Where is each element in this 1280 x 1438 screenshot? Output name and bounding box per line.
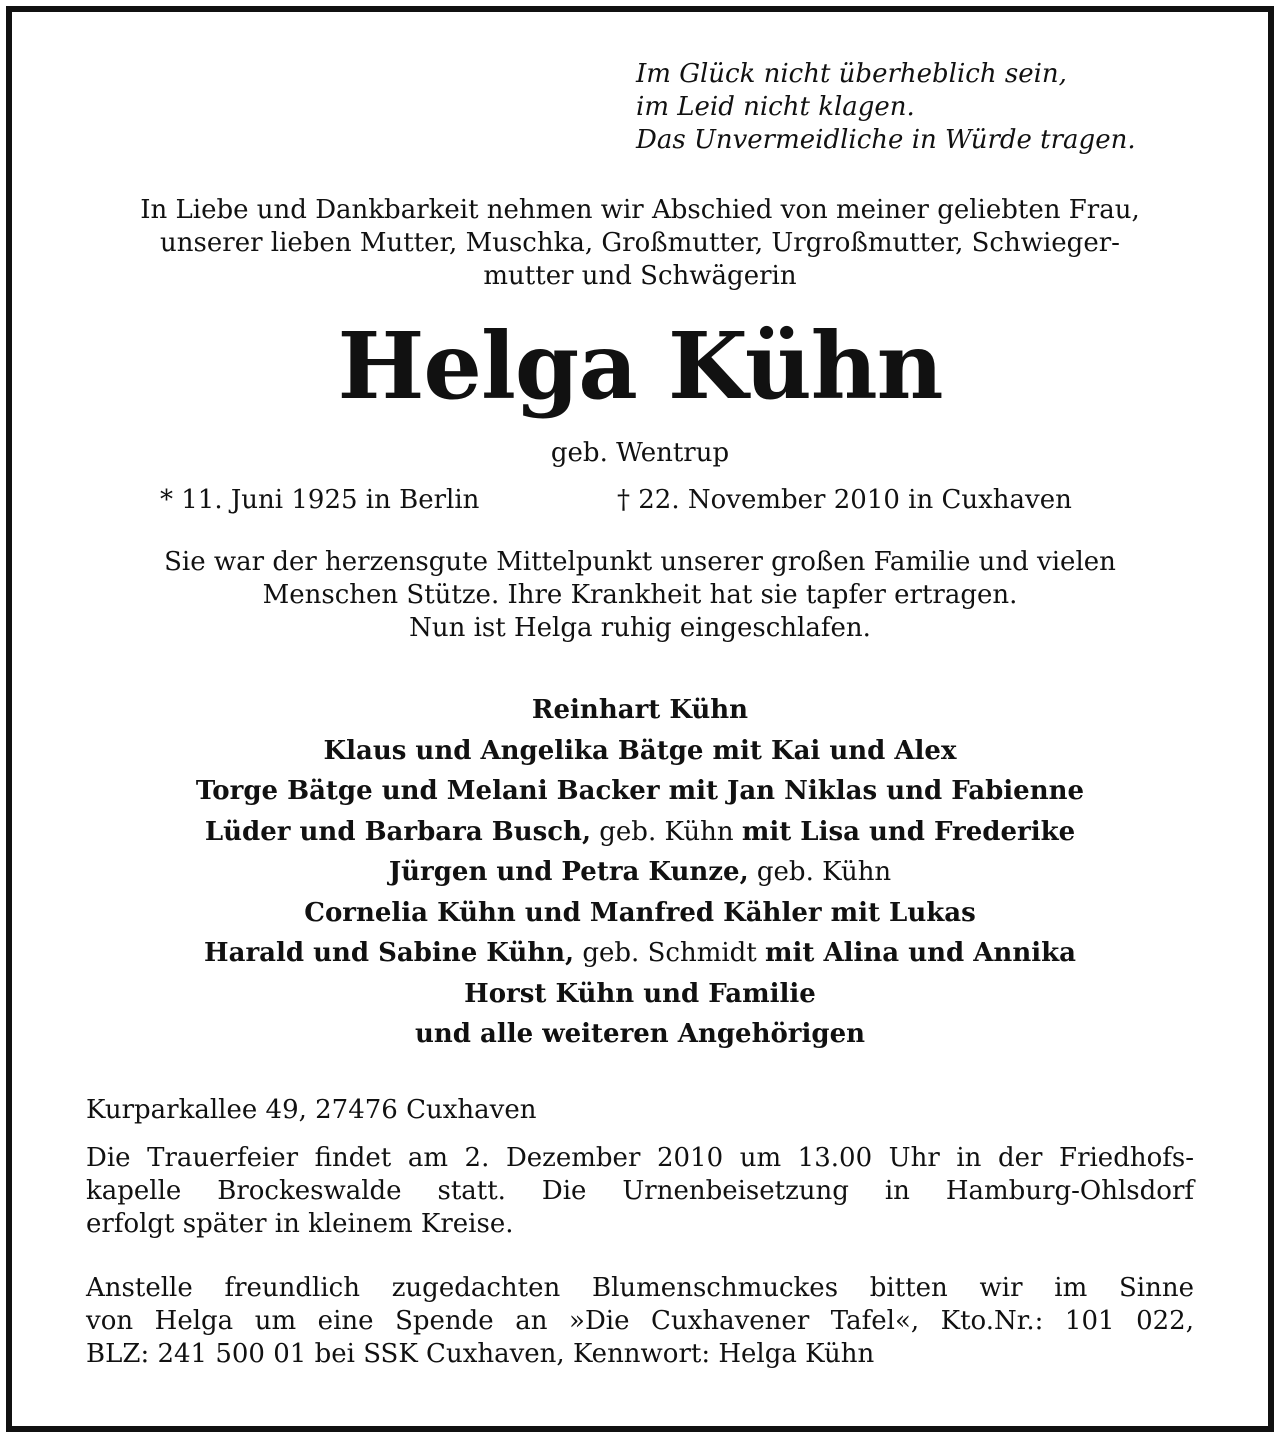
- donation-line: von Helga um eine Spende an »Die Cuxhavener Tafel«, Kto.Nr.: 101 022,: [86, 1306, 1194, 1336]
- mourner-line: [0, 731, 1280, 772]
- donation-line: Anstelle freundlich zugedachten Blumenschmuckes bitten wir im Sinne: [86, 1273, 1194, 1303]
- mourner-name: Harald und Sabine Kühn,: [204, 938, 575, 968]
- tribute-line: Menschen Stütze. Ihre Krankheit hat sie tapfer ertragen.: [262, 580, 1018, 610]
- mourner-name: und alle weiteren Angehörigen: [414, 1019, 866, 1049]
- mourner-name: Reinhart Kühn: [531, 695, 749, 725]
- tribute-line: Nun ist Helga ruhig eingeschlafen.: [409, 613, 871, 643]
- funeral-info: [86, 1142, 1194, 1241]
- mourner-maiden-name: geb. Kühn: [748, 857, 892, 887]
- mourner-name: Torge Bätge und Melani Backer mit Jan Niklas und Fabienne: [195, 776, 1085, 806]
- mourner-line: [0, 771, 1280, 812]
- mourner-line: [0, 1014, 1280, 1055]
- mourner-children: mit Alina und Annika: [765, 938, 1076, 968]
- maiden-name: geb. Wentrup: [550, 438, 730, 468]
- deceased-name: Helga Kühn: [337, 312, 943, 420]
- mourner-line: [0, 852, 1280, 893]
- mourner-name: Klaus und Angelika Bätge mit Kai und Alex: [323, 735, 957, 766]
- mourner-maiden-name: geb. Kühn: [591, 816, 742, 847]
- farewell-intro: [0, 194, 1280, 293]
- death-date: † 22. November 2010 in Cuxhaven: [617, 485, 1072, 515]
- mourner-line: [0, 974, 1280, 1015]
- mourner-children: mit Lisa und Frederike: [741, 816, 1076, 847]
- donation-info: [86, 1272, 1194, 1371]
- mourner-line: [0, 690, 1280, 731]
- family-address: Kurparkallee 49, 27476 Cuxhaven: [86, 1095, 537, 1125]
- mourner-maiden-name: geb. Schmidt: [574, 938, 766, 968]
- mourner-name: Lüder und Barbara Busch,: [204, 816, 592, 847]
- motto-verse: [636, 58, 1236, 157]
- mourner-line: [0, 893, 1280, 934]
- mourner-line: [0, 933, 1280, 974]
- birth-date: * 11. Juni 1925 in Berlin: [160, 485, 480, 515]
- motto-line: im Leid nicht klagen.: [636, 92, 915, 122]
- motto-line: Im Glück nicht überheblich sein,: [636, 59, 1067, 89]
- tribute-line: Sie war der herzensgute Mittelpunkt unserer großen Familie und vielen: [164, 547, 1116, 577]
- mourner-line: [0, 812, 1280, 853]
- funeral-line: Die Trauerfeier findet am 2. Dezember 2010 um 13.00 Uhr in der Friedhofs-: [86, 1143, 1194, 1173]
- intro-line: In Liebe und Dankbarkeit nehmen wir Abschied von meiner geliebten Frau,: [140, 195, 1140, 225]
- funeral-line: erfolgt später in kleinem Kreise.: [86, 1209, 514, 1239]
- mourners-list: [0, 690, 1280, 1055]
- motto-line: Das Unvermeidliche in Würde tragen.: [636, 125, 1136, 155]
- intro-line: mutter und Schwägerin: [483, 261, 797, 291]
- mourner-name: Cornelia Kühn und Manfred Kähler mit Lukas: [304, 897, 976, 928]
- mourner-name: Horst Kühn und Familie: [464, 978, 816, 1009]
- mourner-name: Jürgen und Petra Kunze,: [388, 857, 749, 887]
- tribute-text: [0, 546, 1280, 645]
- funeral-line: kapelle Brockeswalde statt. Die Urnenbeisetzung in Hamburg-Ohlsdorf: [86, 1176, 1194, 1206]
- donation-line: BLZ: 241 500 01 bei SSK Cuxhaven, Kennwort: Helga Kühn: [86, 1339, 875, 1369]
- intro-line: unserer lieben Mutter, Muschka, Großmutter, Urgroßmutter, Schwieger-: [160, 228, 1120, 258]
